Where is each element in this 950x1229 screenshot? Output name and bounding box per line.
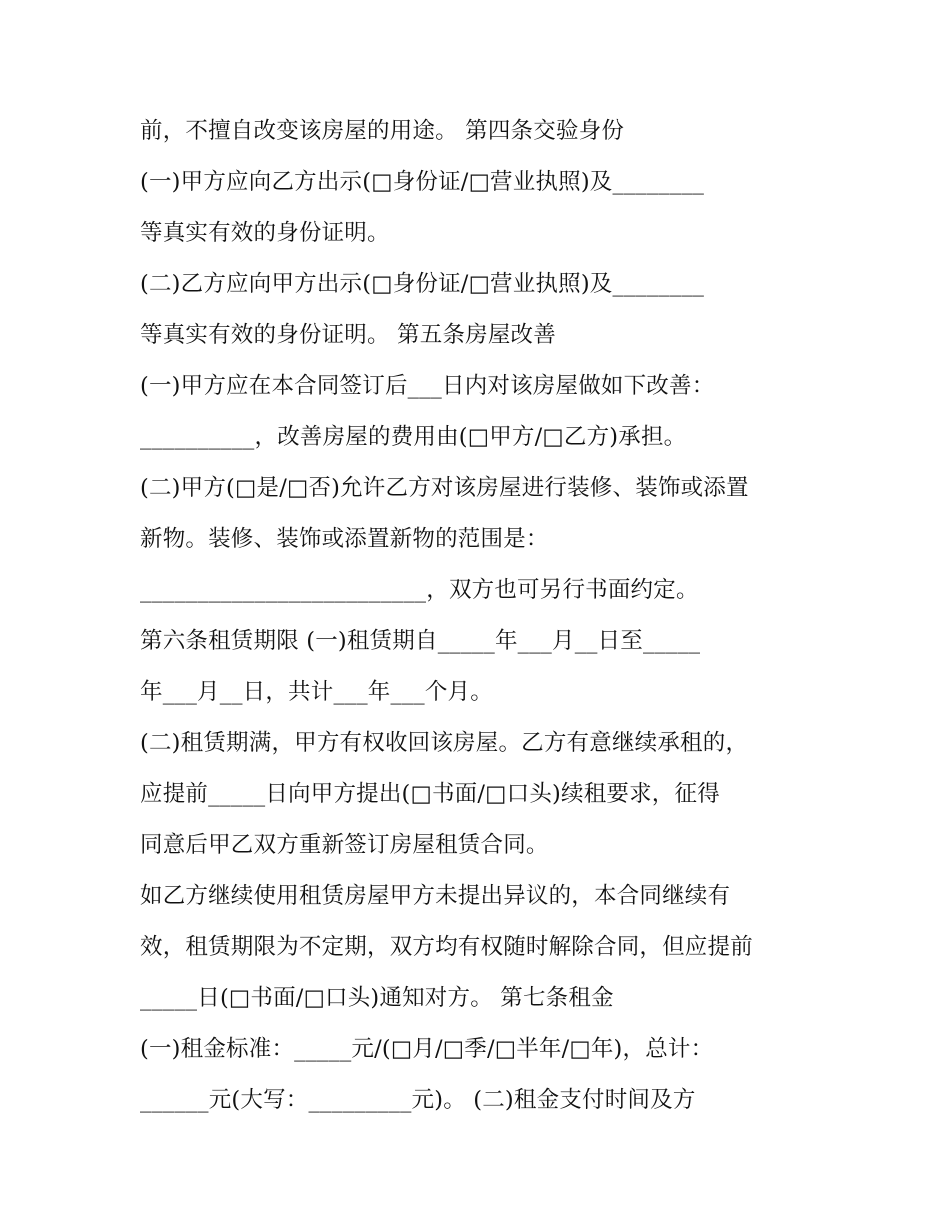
text-line: 如乙方继续使用租赁房屋甲方未提出异议的，本合同继续有 [140, 883, 731, 909]
text-line: (一)甲方应向乙方出示(□身份证/□营业执照)及________ [140, 169, 705, 195]
text-line: (二)租赁期满，甲方有权收回该房屋。乙方有意继续承租的， [140, 730, 749, 756]
text-line: 前，不擅自改变该房屋的用途。 第四条交验身份 [140, 118, 625, 144]
text-line: (一)甲方应在本合同签订后___日内对该房屋做如下改善： [140, 373, 715, 399]
text-line: (一)租金标准：_____元/(□月/□季/□半年/□年)，总计： [140, 1036, 714, 1062]
text-line: (二)乙方应向甲方出示(□身份证/□营业执照)及________ [140, 271, 705, 297]
text-line: 等真实有效的身份证明。 第五条房屋改善 [140, 322, 556, 348]
text-line: 等真实有效的身份证明。 [140, 220, 390, 246]
text-line: 新物。装修、装饰或添置新物的范围是： [140, 526, 549, 552]
contract-body [140, 106, 820, 1126]
text-line: 效，租赁期限为不定期，双方均有权随时解除合同，但应提前 [140, 934, 753, 960]
text-line: _____日(□书面/□口头)通知对方。 第七条租金 [140, 985, 614, 1011]
text-line: 同意后甲乙双方重新签订房屋租赁合同。 [140, 832, 549, 858]
text-line: 应提前_____日向甲方提出(□书面/□口头)续租要求，征得 [140, 781, 720, 807]
text-line: _________________________，双方也可另行书面约定。 [140, 577, 699, 603]
text-line: 第六条租赁期限 (一)租赁期自_____年___月__日至_____ [140, 628, 701, 654]
text-line: ______元(大写：_________元)。 (二)租金支付时间及方 [140, 1087, 696, 1113]
text-line: (二)甲方(□是/□否)允许乙方对该房屋进行装修、装饰或添置 [140, 475, 749, 501]
text-line: __________，改善房屋的费用由(□甲方/□乙方)承担。 [140, 424, 687, 450]
text-line: 年___月__日，共计___年___个月。 [140, 679, 493, 705]
